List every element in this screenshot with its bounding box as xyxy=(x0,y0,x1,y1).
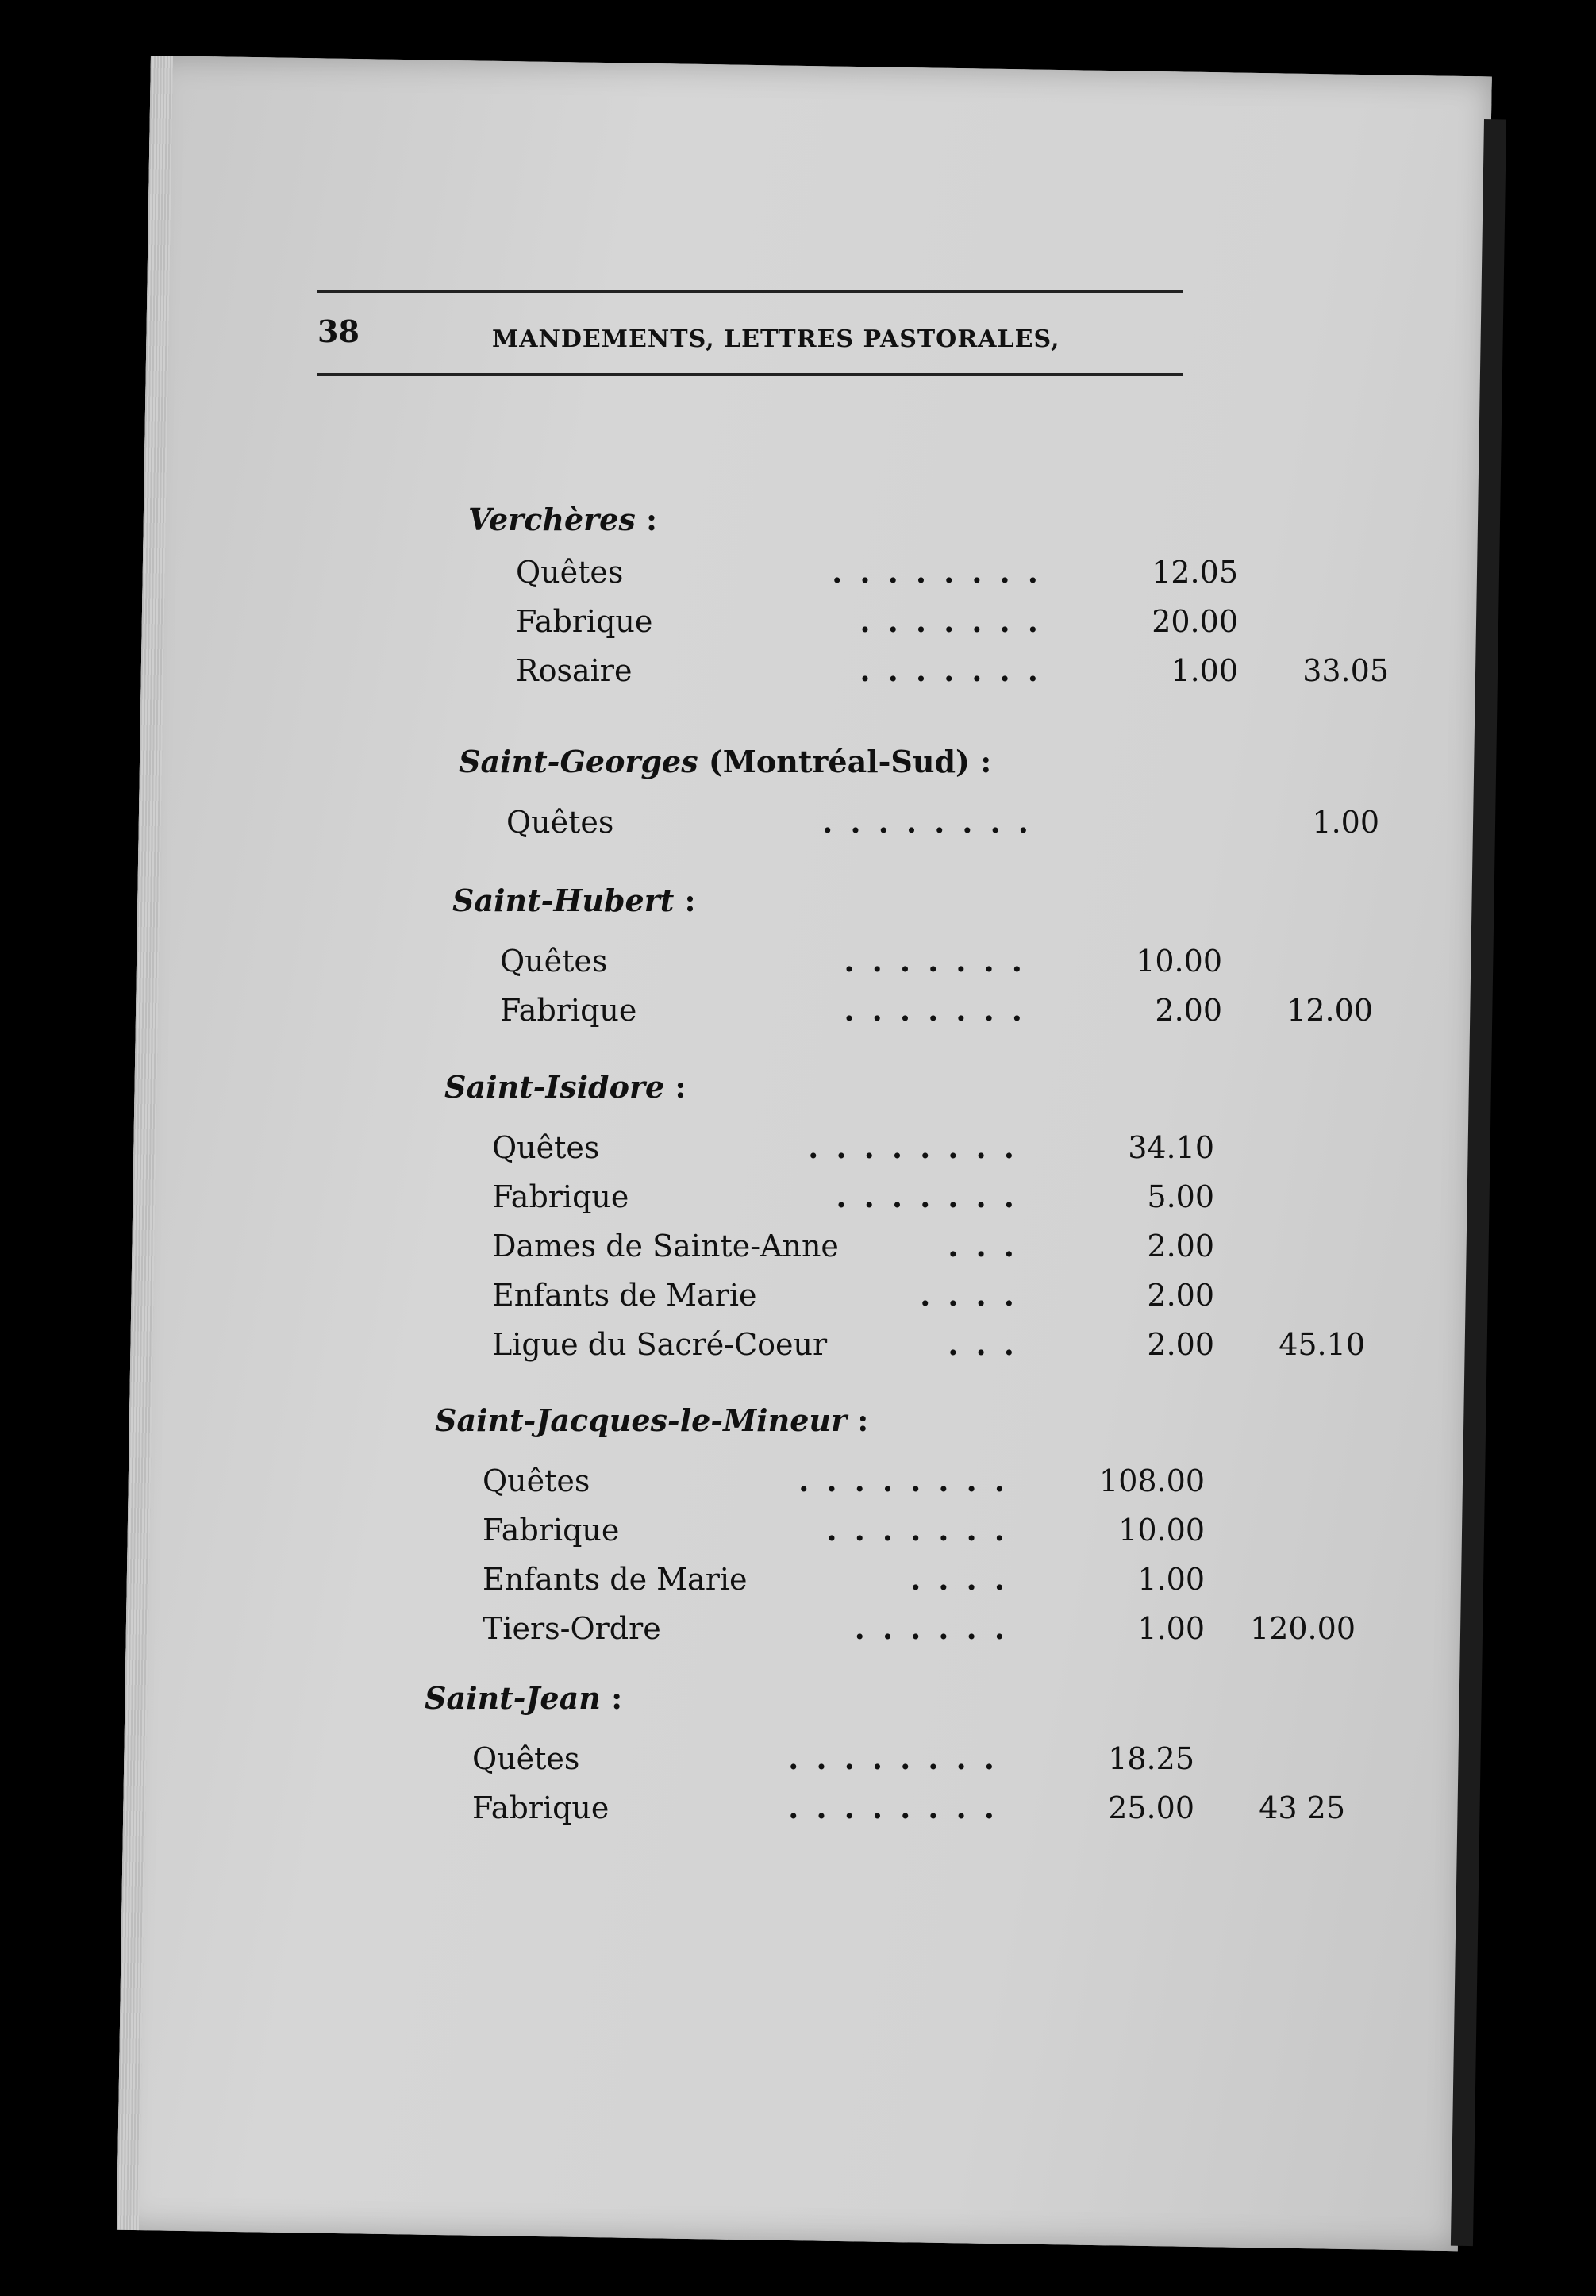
row-label: Quêtes xyxy=(483,1463,590,1498)
row-amount: 1.00 xyxy=(1137,1611,1205,1646)
parish-heading: Saint-Jean : xyxy=(425,1680,623,1716)
header-rule-top xyxy=(317,290,1183,293)
ledger-row xyxy=(444,1172,1349,1221)
dot-leader: ....... xyxy=(860,603,1056,639)
dot-leader: ....... xyxy=(844,992,1040,1028)
row-label: Tiers-Ordre xyxy=(483,1611,661,1646)
parish-heading: Saint-Georges (Montréal-Sud) : xyxy=(459,744,992,779)
row-total: 12.00 xyxy=(1286,993,1373,1028)
row-amount: 2.00 xyxy=(1147,1229,1214,1263)
row-amount: 2.00 xyxy=(1147,1327,1214,1362)
page-edge xyxy=(117,56,173,2230)
row-total: 33.05 xyxy=(1302,653,1389,688)
row-label: Fabrique xyxy=(483,1513,620,1548)
row-total: 1.00 xyxy=(1312,805,1379,840)
row-amount: 10.00 xyxy=(1118,1513,1205,1548)
ledger-row xyxy=(425,1734,1329,1783)
dot-leader: ........ xyxy=(822,804,1046,840)
parish-heading: Saint-Hubert : xyxy=(452,883,696,918)
parish-section-saint-georges xyxy=(459,734,1379,847)
parish-section-saint-hubert xyxy=(452,873,1373,1035)
ledger-row xyxy=(435,1506,1340,1555)
dot-leader: ........ xyxy=(788,1740,1012,1776)
ledger-row xyxy=(468,548,1373,597)
row-amount: 25.00 xyxy=(1108,1790,1194,1825)
row-amount: 1.00 xyxy=(1137,1562,1205,1597)
row-label: Quêtes xyxy=(500,944,608,979)
ledger-row xyxy=(452,986,1373,1035)
row-amount: 10.00 xyxy=(1136,944,1222,979)
row-label: Fabrique xyxy=(472,1790,610,1825)
row-amount: 18.25 xyxy=(1108,1741,1194,1776)
ledger-row xyxy=(435,1555,1340,1604)
ledger-row xyxy=(468,646,1389,695)
row-amount: 2.00 xyxy=(1155,993,1222,1028)
ledger-row xyxy=(444,1271,1349,1320)
dot-leader: ........ xyxy=(788,1790,1012,1825)
row-total: 45.10 xyxy=(1279,1327,1365,1362)
running-head: MANDEMENTS, LETTRES PASTORALES, xyxy=(492,325,1060,353)
dot-leader: .... xyxy=(910,1561,1022,1597)
parish-section-saint-jean xyxy=(425,1671,1345,1833)
parish-heading: Saint-Jacques-le-Mineur : xyxy=(435,1402,869,1438)
row-total: 120.00 xyxy=(1250,1611,1356,1646)
dot-leader: .... xyxy=(920,1277,1032,1313)
parish-section-saint-jacques-le-mineur xyxy=(435,1393,1356,1653)
dot-leader: ...... xyxy=(854,1610,1022,1646)
header-rule-bottom xyxy=(317,373,1183,376)
row-amount: 2.00 xyxy=(1147,1278,1214,1313)
row-amount: 108.00 xyxy=(1099,1463,1205,1498)
row-label: Rosaire xyxy=(516,653,633,688)
dot-leader: ........ xyxy=(808,1129,1032,1165)
row-label: Ligue du Sacré-Coeur xyxy=(492,1327,828,1362)
row-label: Fabrique xyxy=(500,993,637,1028)
row-label: Enfants de Marie xyxy=(483,1562,748,1597)
dot-leader: ....... xyxy=(826,1512,1022,1548)
row-label: Fabrique xyxy=(516,604,653,639)
row-amount: 34.10 xyxy=(1128,1130,1214,1165)
row-label: Quêtes xyxy=(516,555,624,590)
row-total: 43 25 xyxy=(1259,1790,1345,1825)
ledger-row xyxy=(452,936,1357,986)
ledger-row xyxy=(425,1783,1345,1833)
ledger-row xyxy=(444,1123,1349,1172)
row-amount: 5.00 xyxy=(1147,1179,1214,1214)
row-amount: 20.00 xyxy=(1152,604,1238,639)
row-amount: 1.00 xyxy=(1171,653,1238,688)
parish-section-vercheres xyxy=(468,492,1389,695)
dot-leader: ........ xyxy=(832,554,1056,590)
ledger-row xyxy=(444,1320,1365,1369)
row-label: Quêtes xyxy=(492,1130,600,1165)
ledger-row xyxy=(468,597,1373,646)
dot-leader: ........ xyxy=(798,1463,1022,1498)
ledger-row xyxy=(444,1221,1349,1271)
row-label: Quêtes xyxy=(506,805,614,840)
dot-leader: ... xyxy=(948,1326,1032,1362)
dot-leader: ....... xyxy=(844,943,1040,979)
parish-section-saint-isidore xyxy=(444,1060,1365,1369)
row-label: Enfants de Marie xyxy=(492,1278,757,1313)
row-label: Quêtes xyxy=(472,1741,580,1776)
dot-leader: ... xyxy=(948,1228,1032,1263)
dot-leader: ....... xyxy=(860,652,1056,688)
parish-heading: Saint-Isidore : xyxy=(444,1069,686,1105)
row-amount: 12.05 xyxy=(1152,555,1238,590)
row-label: Dames de Sainte-Anne xyxy=(492,1229,839,1263)
ledger-row xyxy=(435,1604,1356,1653)
row-label: Fabrique xyxy=(492,1179,629,1214)
parish-heading: Verchères : xyxy=(468,502,657,537)
ledger-row xyxy=(435,1456,1340,1506)
page-number: 38 xyxy=(317,313,360,349)
dot-leader: ....... xyxy=(836,1179,1032,1214)
ledger-row xyxy=(459,798,1379,847)
